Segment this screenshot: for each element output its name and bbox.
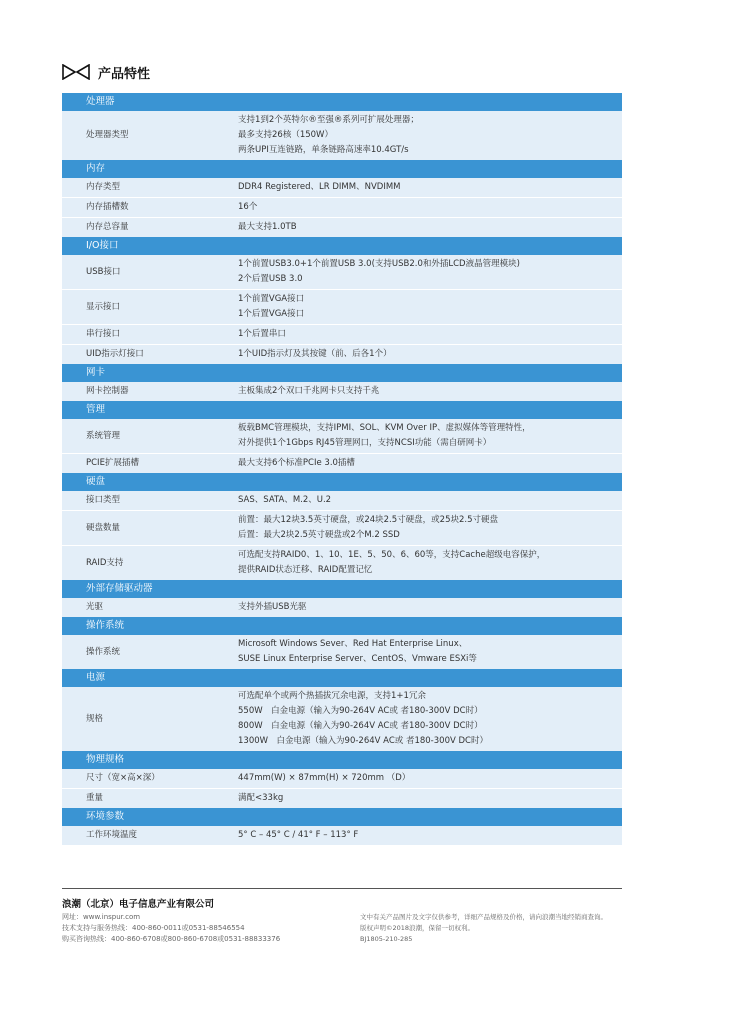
spec-values	[238, 635, 622, 669]
section-header: 管理	[62, 401, 622, 419]
section-header: 电源	[62, 669, 622, 687]
spec-label: 硬盘数量	[86, 522, 121, 533]
spec-label: USB接口	[86, 266, 121, 277]
spec-value: 最大支持1.0TB	[238, 222, 297, 232]
spec-row	[62, 598, 622, 617]
spec-values	[238, 198, 622, 217]
spec-values	[238, 826, 622, 845]
spec-value: 板载BMC管理模块，支持IPMI、SOL、KVM Over IP、虚拟媒体等管理特性，	[238, 423, 531, 433]
spec-value: 前置：最大12块3.5英寸硬盘，或24块2.5寸硬盘，或25块2.5寸硬盘	[238, 515, 499, 525]
spec-label: 工作环境温度	[86, 830, 138, 840]
spec-values	[238, 491, 622, 510]
page-title-bar	[62, 62, 150, 82]
spec-value: 16个	[238, 202, 258, 212]
contact-sales-hotline: 购买咨询热线：400-860-6708或800-860-6708或0531-88833376	[62, 935, 281, 943]
section-body	[62, 382, 622, 401]
section-header: 环境参数	[62, 808, 622, 826]
spec-value: 主板集成2个双口千兆网卡只支持千兆	[238, 386, 380, 396]
spec-row	[62, 382, 622, 401]
spec-row	[62, 511, 622, 546]
spec-value: 两条UPI互连链路，单条链路高速率10.4GT/s	[238, 145, 409, 155]
spec-row	[62, 325, 622, 345]
spec-values	[238, 290, 622, 324]
spec-values	[238, 511, 622, 545]
spec-values	[238, 325, 622, 344]
spec-row	[62, 454, 622, 473]
contact-website: 网址：www.inspur.com	[62, 913, 141, 921]
spec-row	[62, 198, 622, 218]
spec-value: 1300W 白金电源（输入为90-264V AC或 者180-300V DC时）	[238, 736, 488, 746]
spec-label: 规格	[86, 713, 104, 724]
copyright-note: 版权声明©2018浪潮，保留一切权利。	[360, 924, 475, 932]
disclaimer	[360, 912, 607, 945]
spec-label: 显示接口	[86, 301, 121, 312]
spec-row	[62, 546, 622, 580]
spec-value: 后置：最大2块2.5英寸硬盘或2个M.2 SSD	[238, 530, 400, 540]
spec-row	[62, 290, 622, 325]
contact-info	[62, 912, 280, 945]
spec-row	[62, 345, 622, 364]
spec-values	[238, 687, 622, 751]
section-body	[62, 598, 622, 617]
spec-value: 1个前置USB3.0+1个前置USB 3.0(支持USB2.0和外插LCD液晶管理模块)	[238, 259, 520, 269]
bowtie-triangles-icon	[62, 64, 90, 80]
section-header: 内存	[62, 160, 622, 178]
section-body	[62, 255, 622, 364]
spec-row	[62, 826, 622, 845]
spec-row	[62, 255, 622, 290]
spec-row	[62, 111, 622, 160]
spec-values	[238, 218, 622, 237]
spec-value: 1个UID指示灯及其按键（前、后各1个）	[238, 349, 392, 359]
section-header: 物理规格	[62, 751, 622, 769]
contact-support-hotline: 技术支持与服务热线：400-860-0011或0531-88546554	[62, 924, 245, 932]
spec-row	[62, 635, 622, 669]
document-code: BJ1805-210-285	[360, 935, 413, 943]
spec-label: 操作系统	[86, 646, 121, 657]
section-header: 操作系统	[62, 617, 622, 635]
spec-values	[238, 598, 622, 617]
spec-label: 接口类型	[86, 495, 121, 505]
spec-values	[238, 789, 622, 808]
spec-values	[238, 419, 622, 453]
section-body	[62, 419, 622, 473]
spec-value: 550W 白金电源（输入为90-264V AC或 者180-300V DC时）	[238, 706, 483, 716]
section-body	[62, 769, 622, 808]
section-header: 处理器	[62, 93, 622, 111]
spec-label: 内存总容量	[86, 222, 129, 232]
section-header: I/O接口	[62, 237, 622, 255]
spec-value: 对外提供1个1Gbps RJ45管理网口，支持NCSI功能（需自研网卡）	[238, 438, 492, 448]
section-header: 外部存储驱动器	[62, 580, 622, 598]
spec-label: 网卡控制器	[86, 386, 129, 396]
spec-label: 串行接口	[86, 329, 121, 339]
spec-values	[238, 111, 622, 160]
spec-value: 1个前置VGA接口	[238, 294, 305, 304]
section-body	[62, 491, 622, 580]
spec-value: 5° C – 45° C / 41° F – 113° F	[238, 830, 359, 840]
spec-value: SUSE Linux Enterprise Server、CentOS、Vmware ESXi等	[238, 654, 477, 664]
spec-row	[62, 419, 622, 454]
section-body	[62, 687, 622, 751]
section-body	[62, 635, 622, 669]
spec-row	[62, 218, 622, 237]
spec-value: 支持1到2个英特尔®至强®系列可扩展处理器；	[238, 115, 419, 125]
spec-value: 447mm(W) × 87mm(H) × 720mm （D）	[238, 773, 411, 783]
spec-value: 800W 白金电源（输入为90-264V AC或 者180-300V DC时）	[238, 721, 483, 731]
spec-values	[238, 769, 622, 788]
spec-row	[62, 687, 622, 751]
spec-label: UID指示灯接口	[86, 349, 144, 359]
spec-values	[238, 454, 622, 473]
spec-row	[62, 789, 622, 808]
spec-value: 可选配支持RAID0、1、10、1E、5、50、6、60等，支持Cache超级电容保护，	[238, 550, 546, 560]
spec-value: 提供RAID状态迁移、RAID配置记忆	[238, 565, 373, 575]
spec-label: 系统管理	[86, 430, 121, 441]
spec-value: 2个后置USB 3.0	[238, 274, 303, 284]
spec-value: 1个后置串口	[238, 329, 286, 339]
spec-value: Microsoft Windows Sever、Red Hat Enterprise Linux、	[238, 639, 468, 649]
spec-label: PCIE扩展插槽	[86, 458, 139, 468]
spec-values	[238, 255, 622, 289]
spec-label: 内存插槽数	[86, 202, 129, 212]
spec-value: 1个后置VGA接口	[238, 309, 305, 319]
spec-label: 重量	[86, 793, 104, 803]
section-body	[62, 826, 622, 845]
section-header: 硬盘	[62, 473, 622, 491]
spec-value: 满配<33kg	[238, 793, 284, 803]
spec-values	[238, 546, 622, 580]
spec-label: 处理器类型	[86, 130, 129, 140]
spec-values	[238, 382, 622, 401]
spec-value: 最大支持6个标准PCIe 3.0插槽	[238, 458, 355, 468]
spec-values	[238, 178, 622, 197]
spec-label: 内存类型	[86, 182, 121, 192]
spec-row	[62, 178, 622, 198]
spec-value: DDR4 Registered、LR DIMM、NVDIMM	[238, 182, 401, 192]
page-title: 产品特性	[98, 66, 151, 82]
section-body	[62, 178, 622, 237]
company-name: 浪潮（北京）电子信息产业有限公司	[62, 899, 215, 910]
spec-label: 光驱	[86, 602, 104, 612]
spec-row	[62, 769, 622, 789]
section-body	[62, 111, 622, 160]
spec-value: 可选配单个或两个热插拔冗余电源，支持1+1冗余	[238, 691, 426, 701]
spec-value: 最多支持26核（150W）	[238, 130, 333, 140]
spec-value: SAS、SATA、M.2、U.2	[238, 495, 332, 505]
spec-label: 尺寸（宽×高×深）	[86, 773, 160, 783]
spec-value: 支持外插USB光驱	[238, 602, 307, 612]
section-header: 网卡	[62, 364, 622, 382]
footer-divider	[62, 888, 622, 889]
spec-table	[62, 93, 622, 845]
disclaimer-note: 文中有关产品图片及文字仅供参考，详细产品规格及价格，请向浪潮当地经销商查询。	[360, 913, 607, 921]
spec-values	[238, 345, 622, 364]
spec-label: RAID支持	[86, 557, 124, 568]
spec-row	[62, 491, 622, 511]
